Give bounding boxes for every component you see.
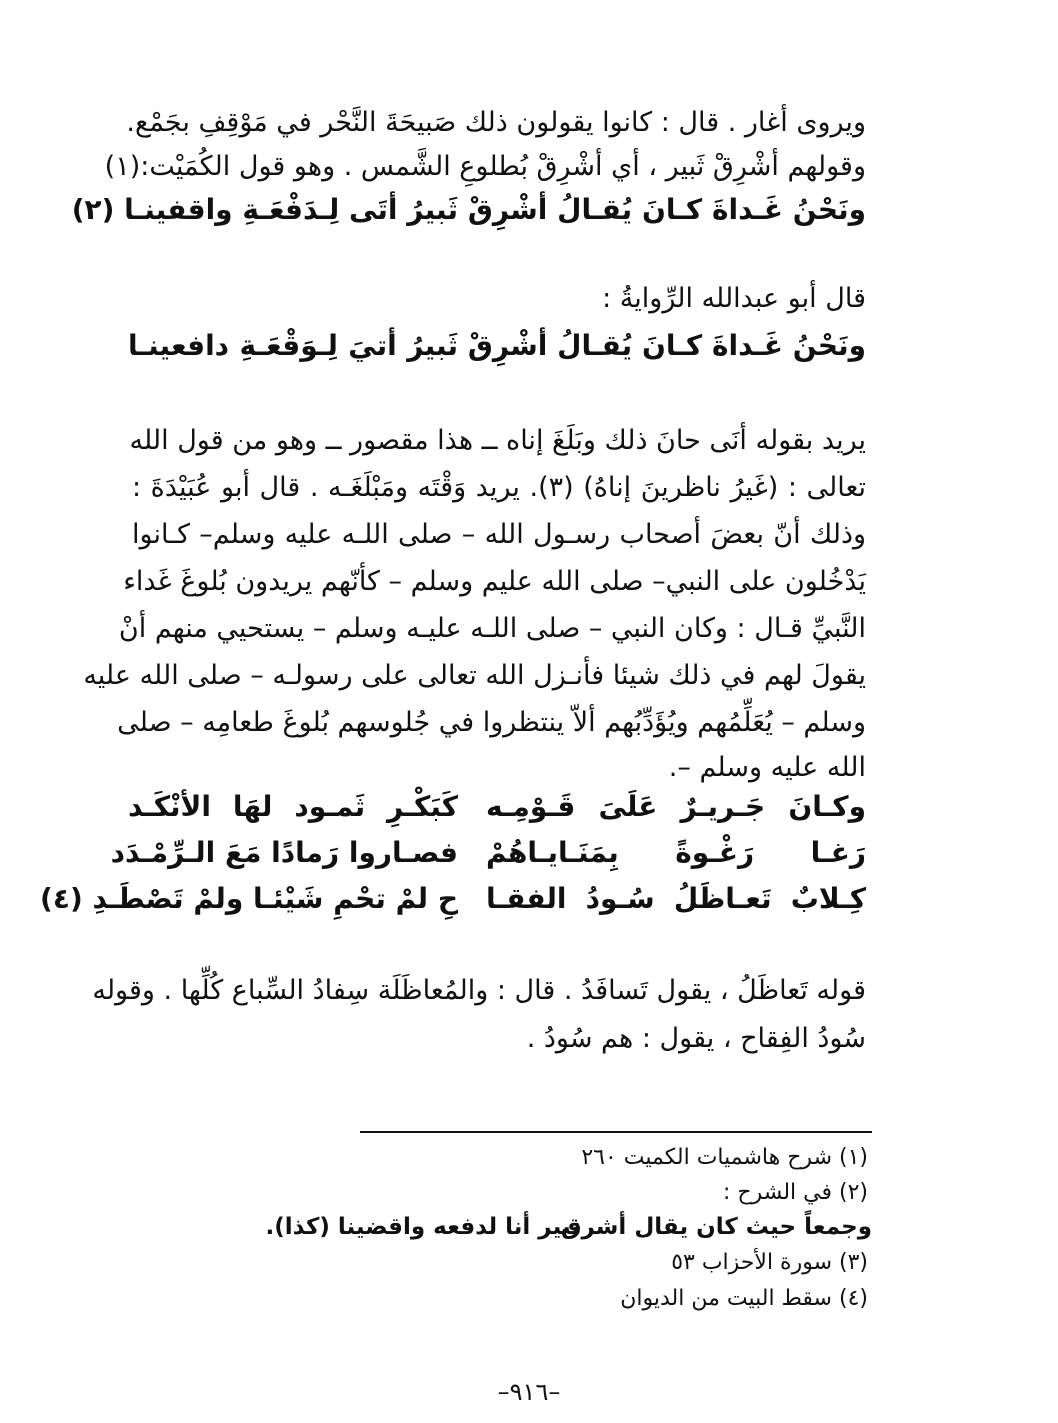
paragraph4-line1: قوله تَعاظَلُ ، يقول تَسافَدُ . قال : والمُعاظَلَة سِفادُ السِّباع كُلِّها . وقوله — [92, 975, 866, 1006]
footnote-4: (٤) سقط البيت من الديوان — [620, 1286, 868, 1311]
poem-verse1-second-hemistich: كَبَكْـرِ ثَمـود لهَا الأنْكَـد — [128, 790, 458, 823]
paragraph3-line3: وذلك أنّ بعضَ أصحاب رسـول الله – صلى اللـه عليه وسلم– كـانوا — [132, 519, 866, 550]
paragraph4-line2: سُودُ الفِقاح ، يقول : هم سُودُ . — [526, 1023, 866, 1054]
paragraph3-line7: وسلم – يُعَلِّمُهم ويُؤَدِّبُهم ألاّ ينتظروا في جُلوسهم بُلوغَ طعامِه – صلى — [117, 707, 866, 738]
footnote-3: (٣) سورة الأحزاب ٥٣ — [671, 1250, 868, 1275]
verse1-first-hemistich: ونَحْنُ غَـداةَ كـانَ يُقـالُ أشْرِقْ — [467, 193, 866, 226]
poem-verse2-second-hemistich: فصـاروا رَمادًا مَعَ الـرِّمْـدَد — [110, 836, 458, 869]
paragraph3-line8: الله عليه وسلم –. — [668, 752, 866, 783]
poem-verse3-second-hemistich: حِ لمْ تحْمِ شَيْئـا ولمْ تَصْطَـدِ (٤) — [40, 882, 458, 915]
verse2-second-hemistich: ثَبيرُ أتيَ لِـوَقْعَـةِ دافعينـا — [128, 329, 458, 362]
verse2-first-hemistich: ونَحْنُ غَـداةَ كـانَ يُقـالُ أشْرِقْ — [467, 329, 866, 362]
paragraph1-line2: وقولهم أشْرِقْ ثَبير ، أي أشْرِقْ بُطلوعِ الشَّمس . وهو قول الكُمَيْت:(١) — [104, 151, 866, 182]
poem-verse3-first-hemistich: كِـلابٌ تَعـاظَلُ سُـودُ الفقـا — [486, 882, 866, 915]
paragraph3-line2: تعالى : (غَيرُ ناظرينَ إناهُ) (٣). يريد وَقْتَه ومَبْلَغَـه . قال أبو عُبَيْدَةَ : — [132, 472, 867, 503]
paragraph3-line5: النَّبيِّ قـال : وكان النبي – صلى اللـه عليـه وسلم – يستحيي منهم أنْ — [118, 613, 866, 644]
footnote-2-verse-second: ثبير أنا لدفعه واقضينا (كذا). — [265, 1214, 580, 1240]
footnote-separator — [360, 1131, 872, 1133]
poem-verse2-first-hemistich: رَغـا رَغْـوةً بِمَنَـايـاهُمْ — [486, 836, 866, 869]
poem-verse1-first-hemistich: وكـانَ جَـريـرٌ عَلَىَ قَـوْمِـه — [486, 790, 866, 823]
footnote-1: (١) شرح هاشميات الكميت ٢٦٠ — [581, 1145, 868, 1170]
paragraph3-line6: يقولَ لهم في ذلك شيئا فأنـزل الله تعالى على رسولـه – صلى الله عليه — [83, 660, 866, 691]
footnote-2-verse-first: وجمعاً حيث كان يقال أشرق — [560, 1214, 872, 1240]
verse1-second-hemistich: ثَبيرُ أتَى لِـدَفْعَـةِ واقفينـا (٢) — [71, 193, 458, 226]
paragraph3-line4: يَدْخُلون على النبي– صلى الله عليم وسلم – كأنّهم يريدون بُلوغَ غَداء — [123, 566, 866, 597]
paragraph1-line1: ويروى أغار . قال : كانوا يقولون ذلك صَبيحَةَ النَّحْر في مَوْقِفِ بجَمْع. — [126, 107, 866, 138]
paragraph2-line: قال أبو عبدالله الرِّوايةُ : — [602, 283, 866, 314]
page-number: –٩١٦– — [497, 1378, 561, 1406]
paragraph3-line1: يريد بقوله أنَى حانَ ذلك وبَلَغَ إناه ــ هذا مقصور ــ وهو من قول الله — [129, 425, 866, 456]
footnote-2: (٢) في الشرح : — [722, 1180, 868, 1205]
